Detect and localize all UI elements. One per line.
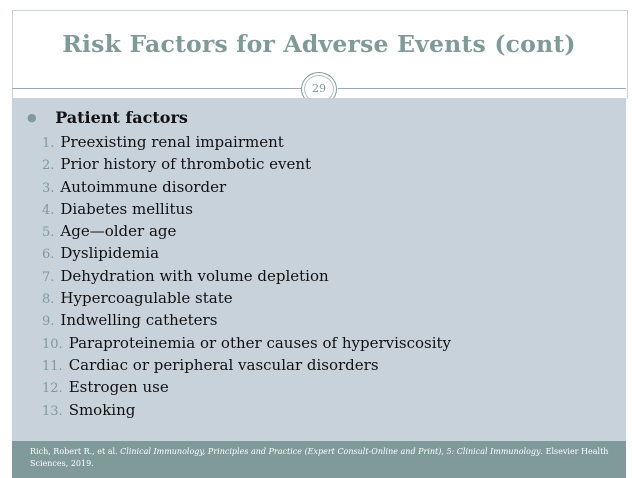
list-item-number: 8. — [42, 292, 55, 308]
bullet-icon: ● — [27, 111, 37, 124]
list-item-number: 10. — [42, 336, 63, 352]
list-item-text: Paraproteinemia or other causes of hyperviscosity — [68, 333, 452, 352]
list-item-text: Diabetes mellitus — [60, 199, 193, 218]
list-item — [42, 287, 451, 309]
list-item — [42, 332, 451, 354]
list-item — [42, 376, 451, 398]
title-divider-right — [338, 88, 626, 89]
list-item-number: 3. — [42, 180, 55, 196]
list-item-text: Dehydration with volume depletion — [60, 266, 329, 285]
list-item-text: Hypercoagulable state — [60, 289, 233, 308]
list-item — [42, 176, 451, 198]
list-item-text: Dyslipidemia — [60, 244, 160, 263]
list-item-number: 5. — [42, 225, 55, 241]
list-item-text: Cardiac or peripheral vascular disorders — [68, 355, 379, 374]
slide-title: Risk Factors for Adverse Events (cont) — [62, 30, 576, 58]
citation-publisher: . Elsevier Health Sciences, 2019. — [30, 447, 609, 468]
section-heading-row — [27, 108, 188, 127]
list-item — [42, 198, 451, 220]
list-item-number: 13. — [42, 403, 63, 419]
list-item — [42, 399, 451, 421]
list-item — [42, 354, 451, 376]
title-divider-left — [12, 88, 301, 89]
list-item-number: 9. — [42, 314, 55, 330]
list-item — [42, 242, 451, 264]
list-item — [42, 265, 451, 287]
list-item-number: 6. — [42, 247, 55, 263]
list-item-text: Preexisting renal impairment — [60, 133, 284, 151]
section-heading: Patient factors — [55, 108, 188, 127]
list-item-text: Estrogen use — [68, 378, 169, 397]
list-item-text: Prior history of thrombotic event — [60, 155, 312, 174]
list-item-number: 11. — [42, 358, 63, 374]
citation-authors: Rich, Robert R., et al. — [30, 447, 121, 456]
list-item-number: 4. — [42, 202, 55, 218]
list-item — [42, 153, 451, 175]
list-item-text: Indwelling catheters — [60, 311, 218, 330]
patient-factors-list — [42, 131, 451, 421]
citation-book-title: Clinical Immunology, Principles and Practice (Expert Consult-Online and Print), 5: Clinical Immunology — [120, 447, 541, 456]
list-item-text: Autoimmune disorder — [60, 177, 227, 196]
page-number: 29 — [312, 82, 326, 95]
list-item — [42, 131, 451, 153]
list-item-number: 7. — [42, 269, 55, 285]
list-item-number: 1. — [42, 136, 55, 151]
list-item — [42, 220, 451, 242]
list-item-text: Smoking — [68, 400, 136, 419]
list-item-text: Age—older age — [60, 222, 177, 241]
list-item-number: 12. — [42, 381, 63, 397]
list-item-number: 2. — [42, 158, 55, 174]
citation — [30, 446, 610, 470]
list-item — [42, 309, 451, 331]
